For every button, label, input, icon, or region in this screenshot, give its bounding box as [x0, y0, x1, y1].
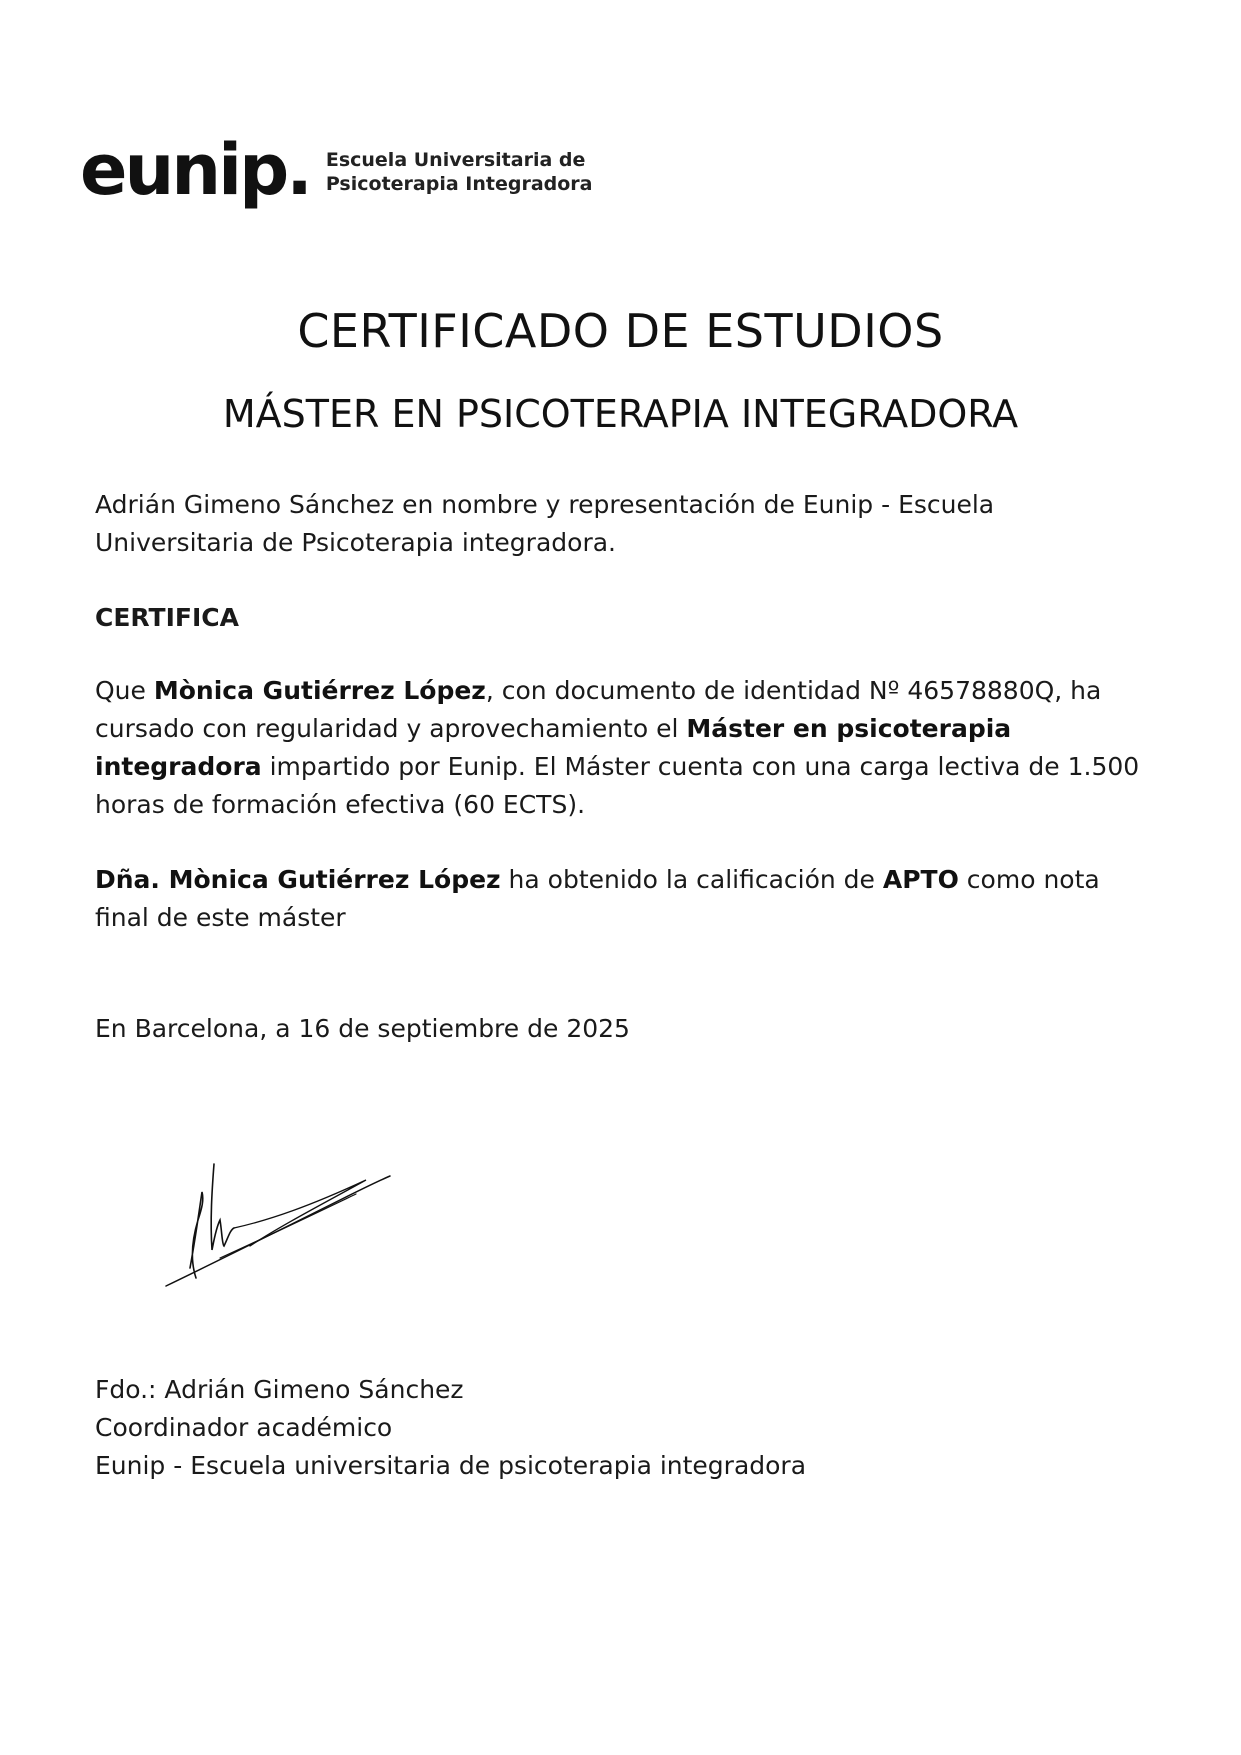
- signatory-institution: Eunip - Escuela universitaria de psicoterapia integradora: [95, 1451, 807, 1480]
- grade-result: APTO: [882, 865, 959, 894]
- logo-tagline: [326, 148, 593, 196]
- intro-paragraph: Adrián Gimeno Sánchez en nombre y representación de Eunip - Escuela Universitaria de Psicoterapia integradora.: [95, 490, 995, 557]
- handwritten-signature: [160, 1150, 400, 1300]
- place-date: En Barcelona, a 16 de septiembre de 2025: [95, 1014, 630, 1043]
- certificate-title: CERTIFICADO DE ESTUDIOS: [297, 304, 944, 358]
- certificate-subtitle: MÁSTER EN PSICOTERAPIA INTEGRADORA: [222, 392, 1019, 436]
- logo-tagline-line2: Psicoterapia Integradora: [325, 173, 593, 195]
- main-paragraph: [95, 672, 1155, 824]
- signatory-role: Coordinador académico: [95, 1413, 393, 1442]
- logo-wordmark: eunip.: [80, 129, 310, 211]
- student-name: Mònica Gutiérrez López: [153, 676, 486, 705]
- main-text-2: , con documento de identidad Nº 46578880Q, ha cursado con regularidad y aprovechamiento el: [95, 676, 1102, 743]
- main-text-3: impartido por Eunip. El Máster cuenta con una carga lectiva de 1.500 horas de formación efectiva (60 ECTS).: [95, 752, 1140, 819]
- logo-tagline-line1: Escuela Universitaria de: [325, 149, 586, 171]
- grade-text-2: como nota final de este máster: [95, 865, 1100, 932]
- main-text-1: Que: [95, 676, 154, 705]
- grade-text-1: ha obtenido la calificación de: [500, 865, 883, 894]
- program-name: Máster en psicoterapia integradora: [95, 714, 1012, 781]
- signatory-block: [95, 1371, 1155, 1485]
- grade-paragraph: [95, 861, 1155, 937]
- signatory-name: Fdo.: Adrián Gimeno Sánchez: [95, 1375, 464, 1404]
- certifica-heading: CERTIFICA: [95, 603, 239, 632]
- institution-logo: [80, 128, 592, 224]
- grade-student-name: Dña. Mònica Gutiérrez López: [95, 865, 501, 894]
